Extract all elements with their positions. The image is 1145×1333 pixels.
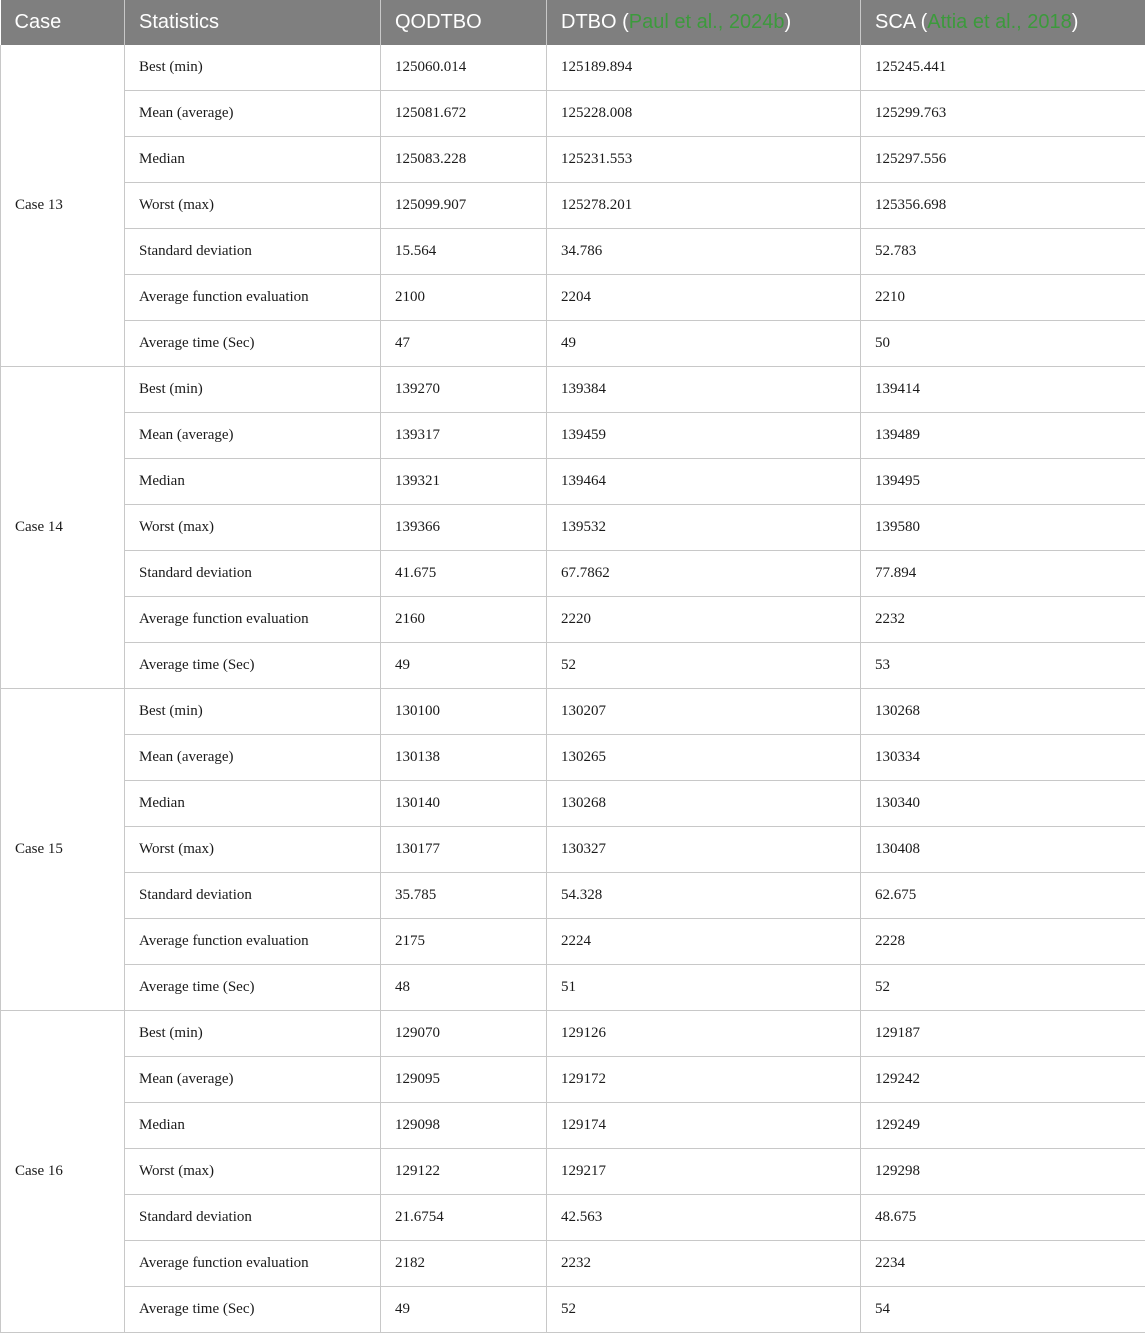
dtbo-value: 130327 [547, 827, 861, 873]
table-row [1, 367, 1145, 413]
qodtbo-value: 15.564 [381, 229, 547, 275]
statistic-label: Standard deviation [125, 873, 381, 919]
table-row [1, 1195, 1145, 1241]
qodtbo-value: 41.675 [381, 551, 547, 597]
qodtbo-value: 125099.907 [381, 183, 547, 229]
sca-value: 2228 [861, 919, 1145, 965]
table-row [1, 459, 1145, 505]
header-dtbo-suffix: ) [784, 11, 791, 33]
sca-value: 2232 [861, 597, 1145, 643]
qodtbo-value: 139366 [381, 505, 547, 551]
dtbo-value: 125228.008 [547, 91, 861, 137]
statistic-label: Best (min) [125, 367, 381, 413]
dtbo-value: 130265 [547, 735, 861, 781]
table-row [1, 1241, 1145, 1287]
dtbo-value: 49 [547, 321, 861, 367]
dtbo-value: 125278.201 [547, 183, 861, 229]
header-sca-suffix: ) [1072, 11, 1079, 33]
statistic-label: Median [125, 137, 381, 183]
qodtbo-value: 139321 [381, 459, 547, 505]
sca-value: 129298 [861, 1149, 1145, 1195]
statistic-label: Standard deviation [125, 229, 381, 275]
table-row [1, 689, 1145, 735]
sca-value: 130268 [861, 689, 1145, 735]
sca-value: 125356.698 [861, 183, 1145, 229]
dtbo-value: 139459 [547, 413, 861, 459]
qodtbo-value: 47 [381, 321, 547, 367]
sca-value: 130408 [861, 827, 1145, 873]
dtbo-value: 2220 [547, 597, 861, 643]
qodtbo-value: 125081.672 [381, 91, 547, 137]
sca-value: 129242 [861, 1057, 1145, 1103]
sca-value: 139414 [861, 367, 1145, 413]
statistic-label: Median [125, 1103, 381, 1149]
table-row [1, 1149, 1145, 1195]
table-row [1, 137, 1145, 183]
statistic-label: Average time (Sec) [125, 321, 381, 367]
sca-value: 52.783 [861, 229, 1145, 275]
header-dtbo-prefix: DTBO ( [561, 11, 629, 33]
sca-value: 139489 [861, 413, 1145, 459]
table-row [1, 321, 1145, 367]
table-row [1, 1057, 1145, 1103]
dtbo-value: 2224 [547, 919, 861, 965]
dtbo-value: 129217 [547, 1149, 861, 1195]
qodtbo-value: 129095 [381, 1057, 547, 1103]
header-sca [861, 0, 1145, 45]
dtbo-value: 51 [547, 965, 861, 1011]
table-body [1, 45, 1145, 1333]
qodtbo-value: 2175 [381, 919, 547, 965]
dtbo-value: 130207 [547, 689, 861, 735]
statistic-label: Mean (average) [125, 413, 381, 459]
table-row [1, 551, 1145, 597]
dtbo-reference-link[interactable]: Paul et al., 2024b [629, 11, 785, 33]
table-row [1, 1011, 1145, 1057]
qodtbo-value: 2182 [381, 1241, 547, 1287]
dtbo-value: 52 [547, 1287, 861, 1333]
table-row [1, 91, 1145, 137]
statistic-label: Mean (average) [125, 91, 381, 137]
sca-value: 48.675 [861, 1195, 1145, 1241]
sca-value: 125297.556 [861, 137, 1145, 183]
statistic-label: Average function evaluation [125, 1241, 381, 1287]
statistic-label: Median [125, 459, 381, 505]
dtbo-value: 129172 [547, 1057, 861, 1103]
table-row [1, 45, 1145, 91]
header-case: Case [1, 0, 125, 45]
qodtbo-value: 129070 [381, 1011, 547, 1057]
dtbo-value: 42.563 [547, 1195, 861, 1241]
qodtbo-value: 130177 [381, 827, 547, 873]
qodtbo-value: 49 [381, 643, 547, 689]
sca-value: 139580 [861, 505, 1145, 551]
sca-value: 125299.763 [861, 91, 1145, 137]
qodtbo-value: 49 [381, 1287, 547, 1333]
case-label: Case 14 [1, 367, 125, 689]
table-row [1, 965, 1145, 1011]
sca-value: 125245.441 [861, 45, 1145, 91]
qodtbo-value: 125060.014 [381, 45, 547, 91]
dtbo-value: 125189.894 [547, 45, 861, 91]
statistic-label: Best (min) [125, 1011, 381, 1057]
sca-value: 130334 [861, 735, 1145, 781]
statistic-label: Worst (max) [125, 1149, 381, 1195]
qodtbo-value: 2160 [381, 597, 547, 643]
table-row [1, 643, 1145, 689]
statistic-label: Best (min) [125, 689, 381, 735]
sca-value: 129249 [861, 1103, 1145, 1149]
table-row [1, 827, 1145, 873]
statistic-label: Average time (Sec) [125, 643, 381, 689]
header-row [1, 0, 1145, 45]
sca-value: 62.675 [861, 873, 1145, 919]
qodtbo-value: 139270 [381, 367, 547, 413]
qodtbo-value: 48 [381, 965, 547, 1011]
header-sca-prefix: SCA ( [875, 11, 927, 33]
dtbo-value: 139464 [547, 459, 861, 505]
table-row [1, 873, 1145, 919]
dtbo-value: 2232 [547, 1241, 861, 1287]
table-row [1, 735, 1145, 781]
statistic-label: Average function evaluation [125, 919, 381, 965]
qodtbo-value: 35.785 [381, 873, 547, 919]
header-statistics: Statistics [125, 0, 381, 45]
header-qodtbo: QODTBO [381, 0, 547, 45]
sca-value: 129187 [861, 1011, 1145, 1057]
sca-value: 50 [861, 321, 1145, 367]
header-dtbo [547, 0, 861, 45]
statistic-label: Average function evaluation [125, 597, 381, 643]
table-row [1, 229, 1145, 275]
statistic-label: Mean (average) [125, 735, 381, 781]
table-row [1, 1103, 1145, 1149]
qodtbo-value: 130100 [381, 689, 547, 735]
qodtbo-value: 139317 [381, 413, 547, 459]
statistic-label: Standard deviation [125, 551, 381, 597]
table-row [1, 275, 1145, 321]
qodtbo-value: 125083.228 [381, 137, 547, 183]
sca-value: 2234 [861, 1241, 1145, 1287]
dtbo-value: 67.7862 [547, 551, 861, 597]
dtbo-value: 139532 [547, 505, 861, 551]
sca-value: 2210 [861, 275, 1145, 321]
sca-reference-link[interactable]: Attia et al., 2018 [927, 11, 1072, 33]
dtbo-value: 130268 [547, 781, 861, 827]
dtbo-value: 125231.553 [547, 137, 861, 183]
sca-value: 53 [861, 643, 1145, 689]
sca-value: 77.894 [861, 551, 1145, 597]
dtbo-value: 139384 [547, 367, 861, 413]
qodtbo-value: 21.6754 [381, 1195, 547, 1241]
statistic-label: Worst (max) [125, 183, 381, 229]
sca-value: 52 [861, 965, 1145, 1011]
sca-value: 54 [861, 1287, 1145, 1333]
table-row [1, 505, 1145, 551]
qodtbo-value: 130140 [381, 781, 547, 827]
table-row [1, 413, 1145, 459]
dtbo-value: 54.328 [547, 873, 861, 919]
table-row [1, 597, 1145, 643]
table-row [1, 919, 1145, 965]
statistic-label: Best (min) [125, 45, 381, 91]
dtbo-value: 2204 [547, 275, 861, 321]
qodtbo-value: 2100 [381, 275, 547, 321]
statistic-label: Average function evaluation [125, 275, 381, 321]
dtbo-value: 129174 [547, 1103, 861, 1149]
dtbo-value: 34.786 [547, 229, 861, 275]
qodtbo-value: 130138 [381, 735, 547, 781]
statistic-label: Average time (Sec) [125, 965, 381, 1011]
statistic-label: Standard deviation [125, 1195, 381, 1241]
qodtbo-value: 129122 [381, 1149, 547, 1195]
statistic-label: Mean (average) [125, 1057, 381, 1103]
dtbo-value: 129126 [547, 1011, 861, 1057]
qodtbo-value: 129098 [381, 1103, 547, 1149]
statistic-label: Worst (max) [125, 505, 381, 551]
sca-value: 139495 [861, 459, 1145, 505]
case-label: Case 13 [1, 45, 125, 367]
dtbo-value: 52 [547, 643, 861, 689]
table-header [1, 0, 1145, 45]
statistic-label: Average time (Sec) [125, 1287, 381, 1333]
case-label: Case 16 [1, 1011, 125, 1333]
case-label: Case 15 [1, 689, 125, 1011]
statistic-label: Median [125, 781, 381, 827]
table-row [1, 183, 1145, 229]
table-row [1, 781, 1145, 827]
statistic-label: Worst (max) [125, 827, 381, 873]
sca-value: 130340 [861, 781, 1145, 827]
